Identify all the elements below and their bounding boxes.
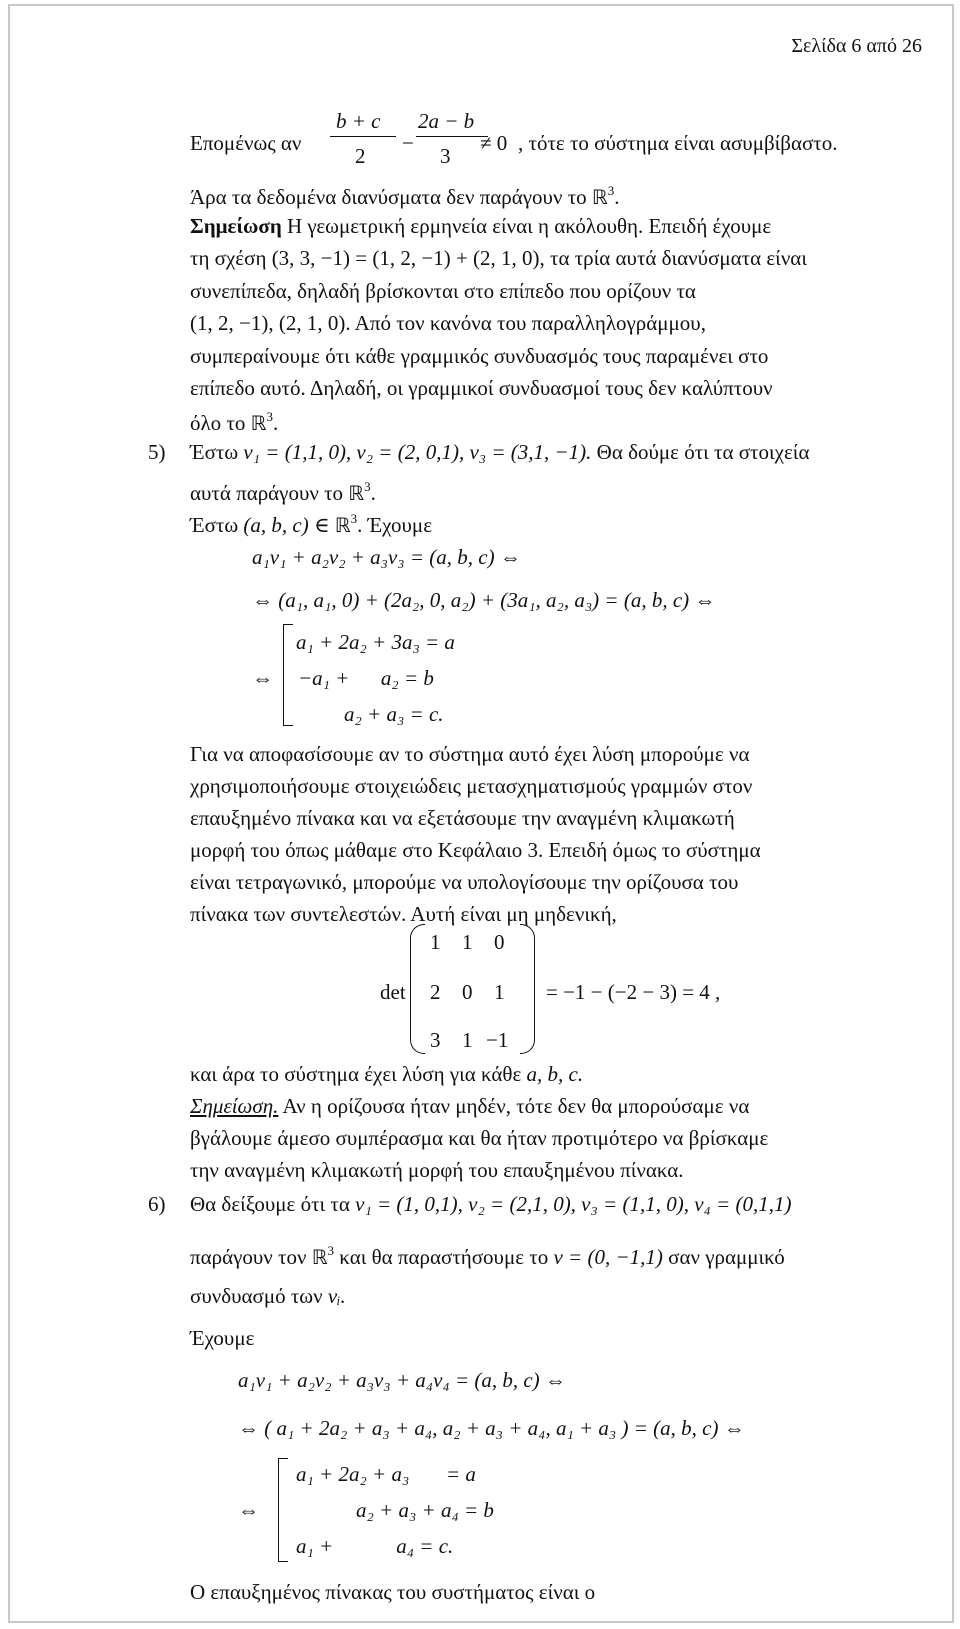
text: και άρα το σύστημα έχει λύση για κάθε: [190, 1062, 522, 1086]
real-numbers-symbol: ℝ: [334, 513, 351, 537]
item6-sys2: a₂ + a₃ + a₄ = b: [356, 1498, 494, 1522]
matrix-cell: 1: [494, 980, 505, 1004]
item6-iff: ⇔: [238, 1498, 259, 1522]
item5-sys1: a₁ + 2a₂ + 3a₃ = a: [296, 630, 455, 654]
matrix-cell: 1: [462, 930, 473, 954]
item6-eq2: ⇔ ( a₁ + 2a₂ + a₃ + a₄, a₂ + a₃ + a₄, a₁ + a₃ ) = (a, b, c) ⇔: [238, 1416, 745, 1440]
item6-line4: Έχουμε: [190, 1326, 255, 1350]
note1-line5: συμπεραίνουμε ότι κάθε γραμμικός συνδυασμός τους παραμένει στο: [190, 344, 769, 368]
frac1-denominator: 2: [355, 144, 366, 168]
vectors-vi: vᵢ.: [327, 1284, 346, 1308]
page-number: Σελίδα 6 από 26: [791, 35, 922, 57]
p1-intro: Επομένως αν: [190, 131, 302, 155]
superscript: 3: [364, 479, 371, 494]
variables: a, b, c.: [526, 1062, 584, 1086]
note1-line4: [190, 313, 706, 334]
item5-sys2: −a₁ + a₂ = b: [298, 666, 434, 690]
frac1-bar: [330, 136, 396, 137]
item6-eq1: a₁v₁ + a₂v₂ + a₃v₃ + a₄v₄ = (a, b, c) ⇔: [238, 1368, 566, 1392]
minus-sign: −: [402, 131, 414, 155]
note2-line1: [190, 1096, 749, 1117]
item6-line3: [190, 1286, 346, 1307]
note2-line3: την αναγμένη κλιμακωτή μορφή του επαυξημένου πίνακα.: [190, 1158, 684, 1182]
frac1-numerator: b + c: [336, 109, 381, 133]
period: .: [614, 185, 620, 209]
target-vector: v = (0, −1,1): [553, 1245, 663, 1269]
real-numbers-symbol: ℝ: [348, 481, 365, 505]
matrix-cell: 0: [494, 930, 505, 954]
item5-para6: πίνακα των συντελεστών. Αυτή είναι μη μηδενική,: [190, 902, 617, 926]
text: Θα δούμε ότι τα στοιχεία: [596, 440, 810, 464]
text: σαν γραμμικό: [668, 1245, 785, 1269]
note1-line3: συνεπίπεδα, δηλαδή βρίσκονται στο επίπεδο που ορίζουν τα: [190, 279, 696, 303]
text: . Από τον κανόνα του παραλληλογράμμου,: [345, 311, 706, 335]
item5-iff: ⇔: [252, 666, 273, 690]
neq-zero: ≠ 0: [480, 131, 508, 155]
note-label: Σημείωση.: [190, 1094, 279, 1118]
superscript: 3: [607, 183, 615, 198]
superscript: 3: [350, 511, 358, 526]
item5-line3: [190, 512, 432, 536]
frac2-bar: [416, 136, 488, 137]
matrix-cell: 3: [430, 1028, 441, 1052]
text: συνδυασμό των: [190, 1284, 323, 1308]
note1-line6: επίπεδο αυτό. Δηλαδή, οι γραμμικοί συνδυασμοί τους δεν καλύπτουν: [190, 376, 773, 400]
vector-equation: (3, 3, −1) = (1, 2, −1) + (2, 1, 0): [271, 246, 540, 270]
period: .: [370, 481, 376, 505]
item6-line2: [190, 1244, 785, 1268]
item5-para3: επαυξημένο πίνακα και να εξετάσουμε την αναγμένη κλιμακωτή: [190, 806, 735, 830]
text: , τα τρία αυτά διανύσματα είναι: [539, 246, 807, 270]
item5-number: 5): [148, 440, 166, 464]
item5-line2: [190, 480, 376, 504]
p2-text: [190, 184, 620, 208]
item5-eq2: ⇔ (a₁, a₁, 0) + (2a₂, 0, a₂) + (3a₁, a₂, a₃) = (a, b, c) ⇔: [252, 588, 716, 612]
item5-eq1: a₁v₁ + a₂v₂ + a₃v₃ = (a, b, c) ⇔: [252, 545, 521, 569]
item5-para4: μορφή του όπως μάθαμε στο Κεφάλαιο 3. Επειδή όμως το σύστημα: [190, 838, 761, 862]
text: και θα παραστήσουμε το: [339, 1245, 549, 1269]
matrix-cell: 2: [430, 980, 441, 1004]
text: Έστω: [190, 513, 239, 537]
frac2-numerator: 2a − b: [418, 109, 475, 133]
matrix-left-paren: [410, 924, 425, 1054]
item6-line1: [190, 1194, 792, 1215]
item6-number: 6): [148, 1192, 166, 1216]
item5-para2: χρησιμοποιήσουμε στοιχειώδεις μετασχηματισμούς γραμμών στον: [190, 774, 753, 798]
vector-definitions: v₁ = (1, 0,1), v₂ = (2,1, 0), v₃ = (1,1, 0), v₄ = (0,1,1): [355, 1192, 792, 1216]
note1-line1: [190, 216, 771, 237]
p2-body: Άρα τα δεδομένα διανύσματα δεν παράγουν το: [190, 185, 587, 209]
superscript: 3: [327, 1243, 335, 1258]
matrix-cell: 1: [462, 1028, 473, 1052]
note1-text: Η γεωμετρική ερμηνεία είναι η ακόλουθη. Επειδή έχουμε: [287, 214, 772, 238]
text: παράγουν τον: [190, 1245, 307, 1269]
system-brace: [278, 1458, 279, 1562]
text: τη σχέση: [190, 246, 267, 270]
matrix-cell: 1: [430, 930, 441, 954]
det-result: = −1 − (−2 − 3) = 4 ,: [546, 980, 721, 1004]
item5-para1: Για να αποφασίσουμε αν το σύστημα αυτό έχει λύση μπορούμε να: [190, 742, 750, 766]
text: . Έχουμε: [357, 513, 433, 537]
superscript: 3: [266, 409, 273, 424]
matrix-right-paren: [520, 924, 535, 1054]
period: .: [272, 411, 279, 435]
frac2-denominator: 3: [440, 144, 451, 168]
note1-line7: [190, 410, 278, 434]
membership: (a, b, c) ∈: [243, 513, 330, 537]
text: Έστω: [190, 440, 239, 464]
item6-last: Ο επαυξημένος πίνακας του συστήματος είναι ο: [190, 1580, 596, 1604]
det-label: det: [380, 980, 406, 1004]
matrix-cell: 0: [462, 980, 473, 1004]
item5-sys3: a₂ + a₃ = c.: [344, 702, 444, 726]
item6-sys3: a₁ + a₄ = c.: [296, 1534, 454, 1558]
text: Θα δείξουμε ότι τα: [190, 1192, 350, 1216]
real-numbers-symbol: ℝ: [250, 411, 267, 435]
item5-conclusion: [190, 1064, 583, 1085]
note1-line2: [190, 248, 807, 269]
vector-list: (1, 2, −1), (2, 1, 0): [190, 311, 346, 335]
item5-line1: [190, 442, 809, 463]
text: αυτά παράγουν το: [190, 481, 344, 505]
real-numbers-symbol: ℝ: [311, 1245, 328, 1269]
note2-line2: βγάλουμε άμεσο συμπέρασμα και θα ήταν προτιμότερο να βρίσκαμε: [190, 1126, 769, 1150]
item5-para5: είναι τετραγωνικό, μπορούμε να υπολογίσουμε την ορίζουσα του: [190, 870, 739, 894]
text: όλο το: [190, 411, 246, 435]
matrix-cell: −1: [486, 1028, 509, 1052]
item6-sys1: a₁ + 2a₂ + a₃ = a: [296, 1462, 476, 1486]
note-label: Σημείωση: [190, 214, 282, 238]
text: Αν η ορίζουσα ήταν μηδέν, τότε δεν θα μπορούσαμε να: [282, 1094, 750, 1118]
vector-definitions: v₁ = (1,1, 0), v₂ = (2, 0,1), v₃ = (3,1, −1).: [243, 440, 592, 464]
system-brace: [283, 624, 284, 726]
real-numbers-symbol: ℝ: [591, 185, 608, 209]
p1-tail: , τότε το σύστημα είναι ασυμβίβαστο.: [518, 131, 838, 155]
